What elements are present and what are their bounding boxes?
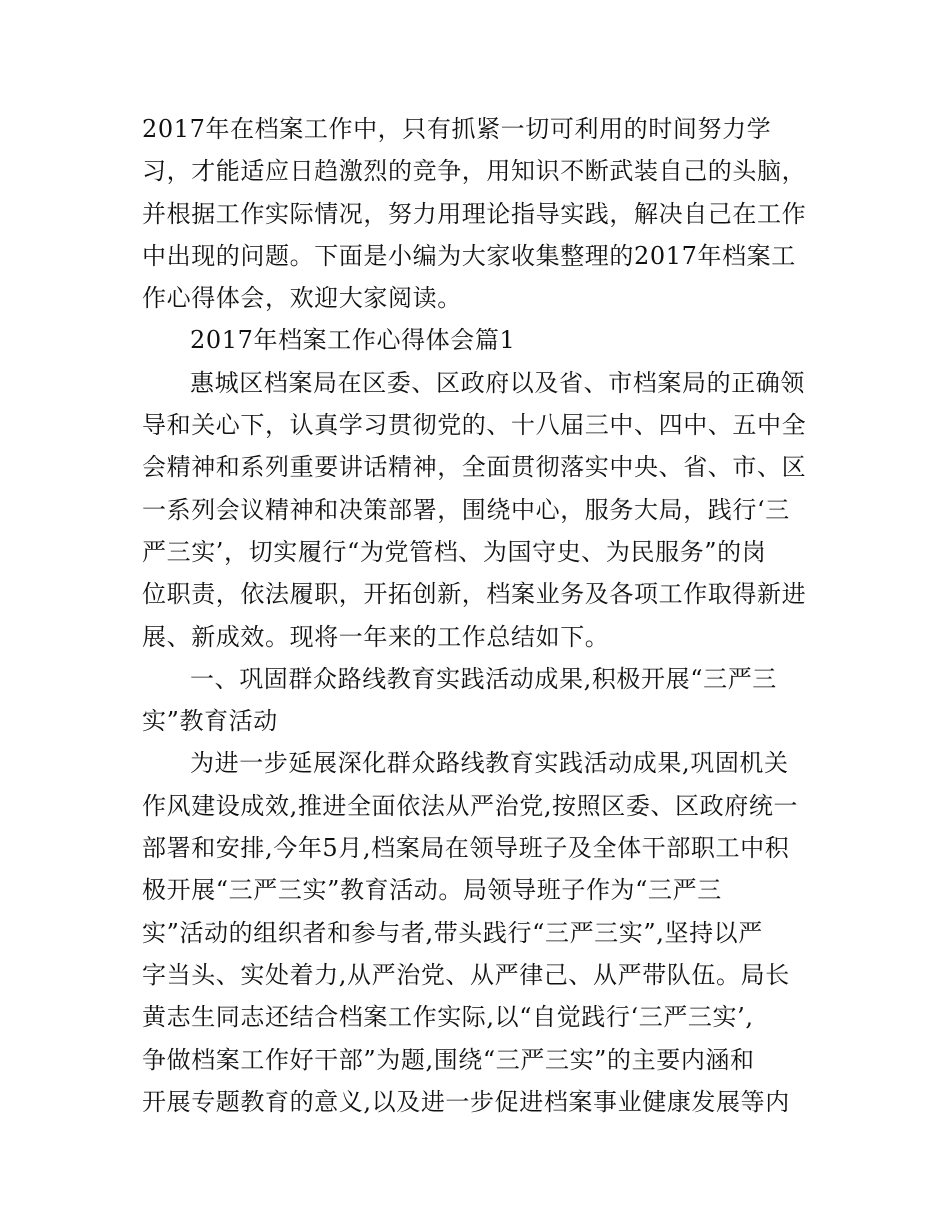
text-line: 习，才能适应日趋激烈的竞争，用知识不断武装自己的头脑， (142, 157, 807, 186)
text-line: 一系列会议精神和决策部署，围绕中心，服务大局，践行‘三 (142, 495, 790, 524)
text-line: 并根据工作实际情况，努力用理论指导实践，解决自己在工作 (142, 199, 807, 228)
text-line: 导和关心下，认真学习贯彻党的、十八届三中、四中、五中全 (142, 411, 807, 440)
text-line: 争做档案工作好干部”为题,围绕“三严三实”的主要内涵和 (142, 1045, 755, 1074)
text-line: 字当头、实处着力,从严治党、从严律己、从严带队伍。局长 (142, 960, 790, 989)
text-line: 位职责，依法履职，开拓创新，档案业务及各项工作取得新进 (142, 580, 807, 609)
text-line: 严三实’，切实履行“为党管档、为国守史、为民服务”的岗 (142, 537, 767, 566)
document-body (142, 108, 822, 1123)
text-line: 部署和安排,今年5月,档案局在领导班子及全体干部职工中积 (142, 834, 790, 863)
section-heading: 2017年档案工作心得体会篇1 (190, 326, 516, 355)
text-line: 黄志生同志还结合档案工作实际,以“自觉践行‘三严三实’, (142, 1003, 754, 1032)
text-line: 会精神和系列重要讲话精神，全面贯彻落实中央、省、市、区 (142, 453, 807, 482)
text-line: 作风建设成效,推进全面依法从严治党,按照区委、区政府统一 (142, 791, 799, 820)
text-line: 实”活动的组织者和参与者,带头践行“三严三实”,坚持以严 (142, 918, 763, 947)
text-line: 为进一步延展深化群众路线教育实践活动成果,巩固机关 (190, 749, 789, 778)
section-heading: 实”教育活动 (142, 707, 278, 736)
text-line: 作心得体会，欢迎大家阅读。 (142, 284, 462, 313)
section-heading: 一、巩固群众路线教育实践活动成果,积极开展“三严三 (190, 664, 777, 693)
text-line: 极开展“三严三实”教育活动。局领导班子作为“三严三 (142, 876, 722, 905)
text-line: 开展专题教育的意义,以及进一步促进档案事业健康发展等内 (142, 1087, 790, 1116)
text-line: 惠城区档案局在区委、区政府以及省、市档案局的正确领 (190, 368, 805, 397)
text-line: 展、新成效。现将一年来的工作总结如下。 (142, 622, 610, 651)
text-line: 2017年在档案工作中，只有抓紧一切可利用的时间努力学 (142, 115, 772, 143)
text-line: 中出现的问题。下面是小编为大家收集整理的2017年档案工 (142, 241, 796, 270)
